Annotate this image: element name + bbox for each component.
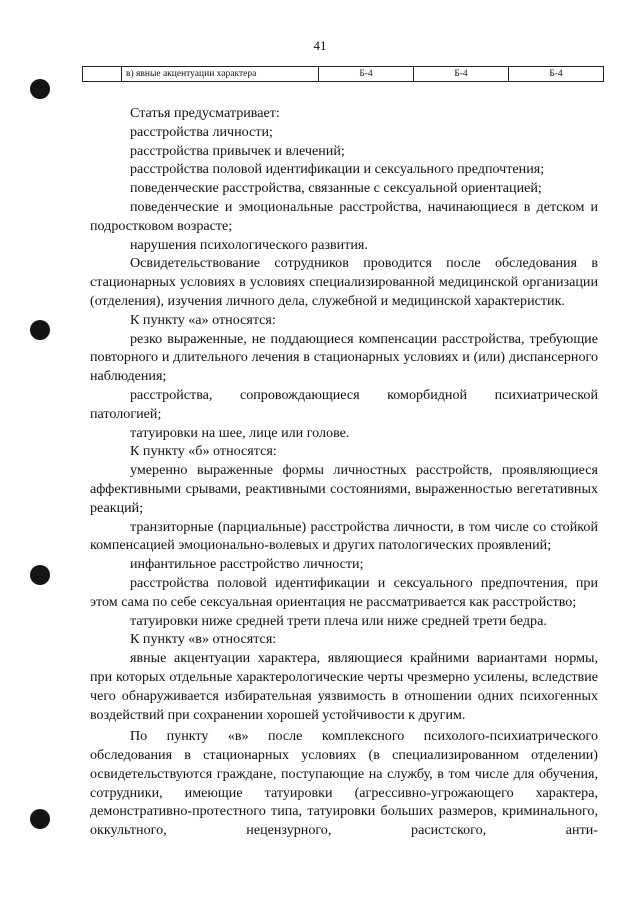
paragraph: расстройства половой идентификации и сексуального предпочтения; (130, 161, 545, 178)
binder-hole-1 (30, 79, 50, 99)
page-number: 41 (313, 38, 327, 53)
paragraph: расстройства привычек и влечений; (130, 142, 345, 159)
table-cell-value: Б-4 (509, 67, 604, 82)
paragraph: К пункту «б» относятся: (130, 443, 277, 460)
paragraph: явные акцентуации характера, являющиеся крайними вариантами нормы, при которых отдельные характерологические черты чрезмерно усилены, вследствие чего обнаруживается избирательная уязвимость в отношении одних психогенных воздействий при сохранении хорошей устойчивости к другим. (90, 650, 598, 723)
paragraph: транзиторные (парциальные) расстройства личности, в том числе со стойкой компенсацией эмоционально-волевых и других патологических проявлений; (90, 518, 598, 554)
paragraph: умеренно выраженные формы личностных расстройств, проявляющиеся аффективными срывами, реактивными состояниями, выраженностью вегетативных реакций; (90, 462, 598, 516)
paragraph: расстройства личности; (130, 123, 273, 140)
paragraph: татуировки на шее, лице или голове. (130, 424, 350, 441)
paragraph: нарушения психологического развития. (130, 236, 368, 253)
paragraph: Освидетельствование сотрудников проводится после обследования в стационарных условиях в условиях специализированной медицинской организации (отделения), изучения личного дела, служебной и медицинской характеристик. (90, 255, 598, 309)
paragraph: татуировки ниже средней трети плеча или ниже средней трети бедра. (130, 612, 547, 629)
paragraph: По пункту «в» после комплексного психолого-психиатрического обследования в стационарных условиях (в специализированном отделении) освидетельствуются граждане, поступающие на службу, в том числе для обучения, сотрудники, имеющие татуировки (агрессивно-угрожающего характера, демонстративно-протестного типа, татуировки больших размеров, криминального, оккультного, нецензурного, расистского, анти- (90, 728, 598, 839)
paragraph: инфантильное расстройство личности; (130, 556, 364, 573)
paragraph: К пункту «в» относятся: (130, 631, 277, 648)
table-cell-value: Б-4 (414, 67, 509, 82)
paragraph: поведенческие расстройства, связанные с сексуальной ориентацией; (130, 180, 542, 197)
paragraph: Статья предусматривает: (130, 105, 280, 121)
table-cell-first (83, 67, 122, 82)
table-cell-label: в) явные акцентуации характера (122, 67, 319, 82)
table-cell-value: Б-4 (319, 67, 414, 82)
binder-hole-4 (30, 809, 50, 829)
table-row (83, 67, 604, 82)
article-body (90, 104, 598, 840)
paragraph: резко выраженные, не поддающиеся компенсации расстройства, требующие повторного и длительного лечения в стационарных условиях и (или) диспансерного наблюдения; (90, 330, 598, 385)
paragraph: К пункту «а» относятся: (130, 311, 276, 328)
continuation-table (82, 66, 604, 82)
binder-hole-2 (30, 320, 50, 340)
paragraph: поведенческие и эмоциональные расстройства, начинающиеся в детском и подростковом возрасте; (90, 198, 598, 234)
binder-hole-3 (30, 565, 50, 585)
paragraph: расстройства, сопровождающиеся коморбидной психиатрической патологией; (90, 386, 598, 422)
paragraph: расстройства половой идентификации и сексуального предпочтения, при этом сама по себе сексуальная ориентация не рассматривается как расстройство; (90, 574, 598, 610)
